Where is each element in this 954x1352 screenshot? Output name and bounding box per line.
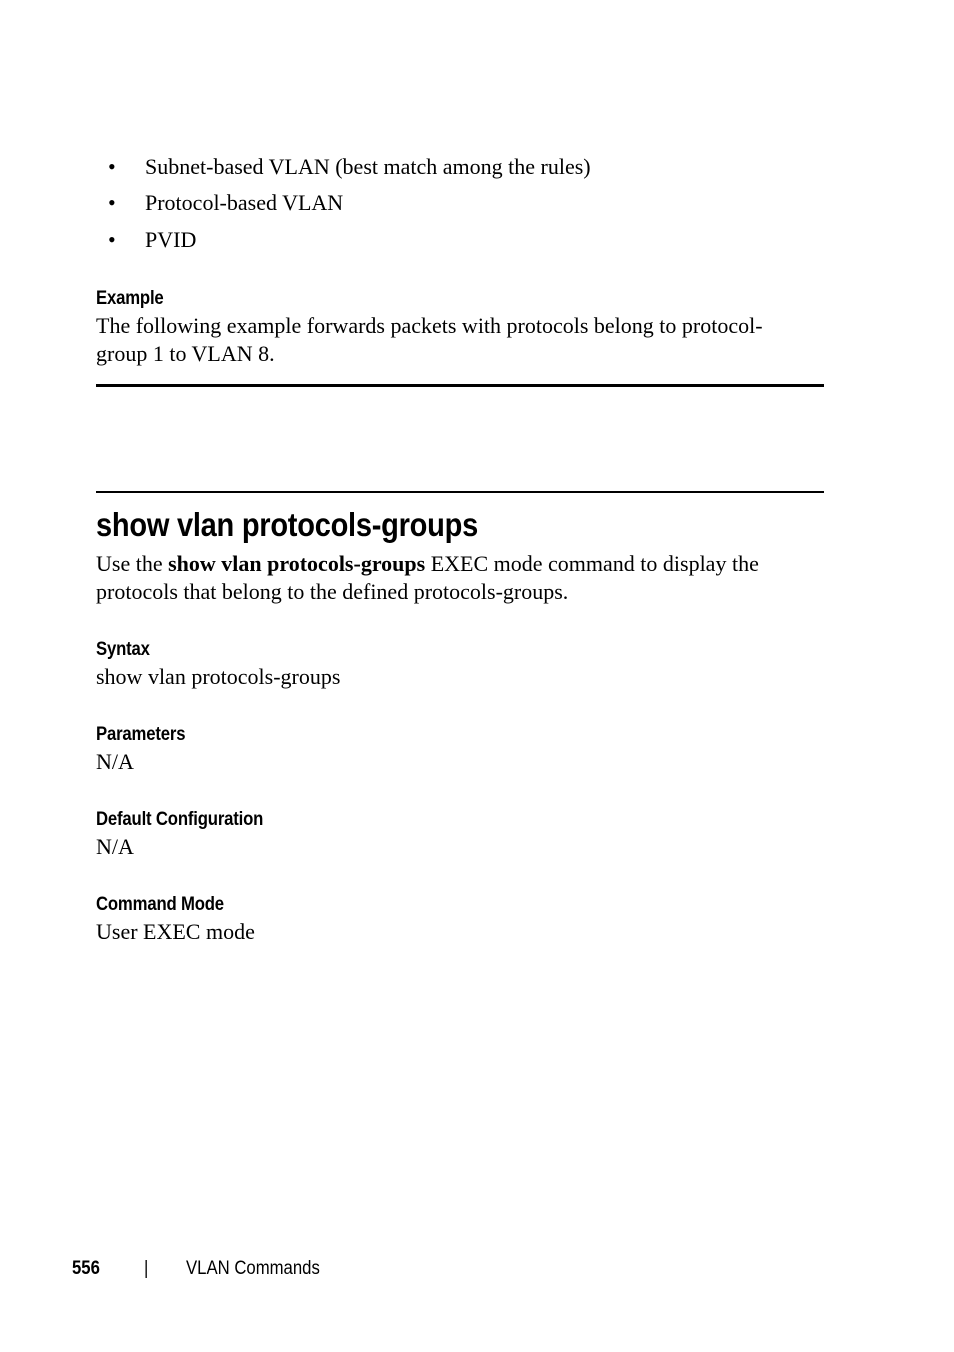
footer-section: VLAN Commands <box>186 1258 320 1279</box>
default-config-text: N/A <box>96 834 134 859</box>
title-rule <box>96 491 824 493</box>
parameters-heading: Parameters <box>96 724 186 745</box>
command-description-line2: protocols that belong to the defined protocols-groups. <box>96 579 569 604</box>
description-suffix: EXEC mode command to display the <box>425 551 759 576</box>
command-mode-heading: Command Mode <box>96 894 224 915</box>
page-number: 556 <box>72 1258 100 1279</box>
example-heading: Example <box>96 288 164 309</box>
bullet-item: Protocol-based VLAN <box>145 190 344 215</box>
parameters-text: N/A <box>96 749 134 774</box>
syntax-heading: Syntax <box>96 639 150 660</box>
example-text-line1: The following example forwards packets with protocols belong to protocol- <box>96 313 763 338</box>
command-title: show vlan protocols-groups <box>96 506 478 543</box>
section-divider <box>96 384 824 387</box>
syntax-text: show vlan protocols-groups <box>96 664 341 689</box>
footer-separator: | <box>144 1258 149 1279</box>
bullet-marker: • <box>108 190 116 215</box>
bullet-item: Subnet-based VLAN (best match among the rules) <box>145 154 591 179</box>
command-description-line1 <box>96 550 759 578</box>
bullet-marker: • <box>108 227 116 252</box>
bullet-item: PVID <box>145 227 197 252</box>
bullet-marker: • <box>108 154 116 179</box>
description-command: show vlan protocols-groups <box>168 551 426 576</box>
default-config-heading: Default Configuration <box>96 809 264 830</box>
command-mode-text: User EXEC mode <box>96 919 255 944</box>
description-prefix: Use the <box>96 551 169 576</box>
example-text-line2: group 1 to VLAN 8. <box>96 341 275 366</box>
